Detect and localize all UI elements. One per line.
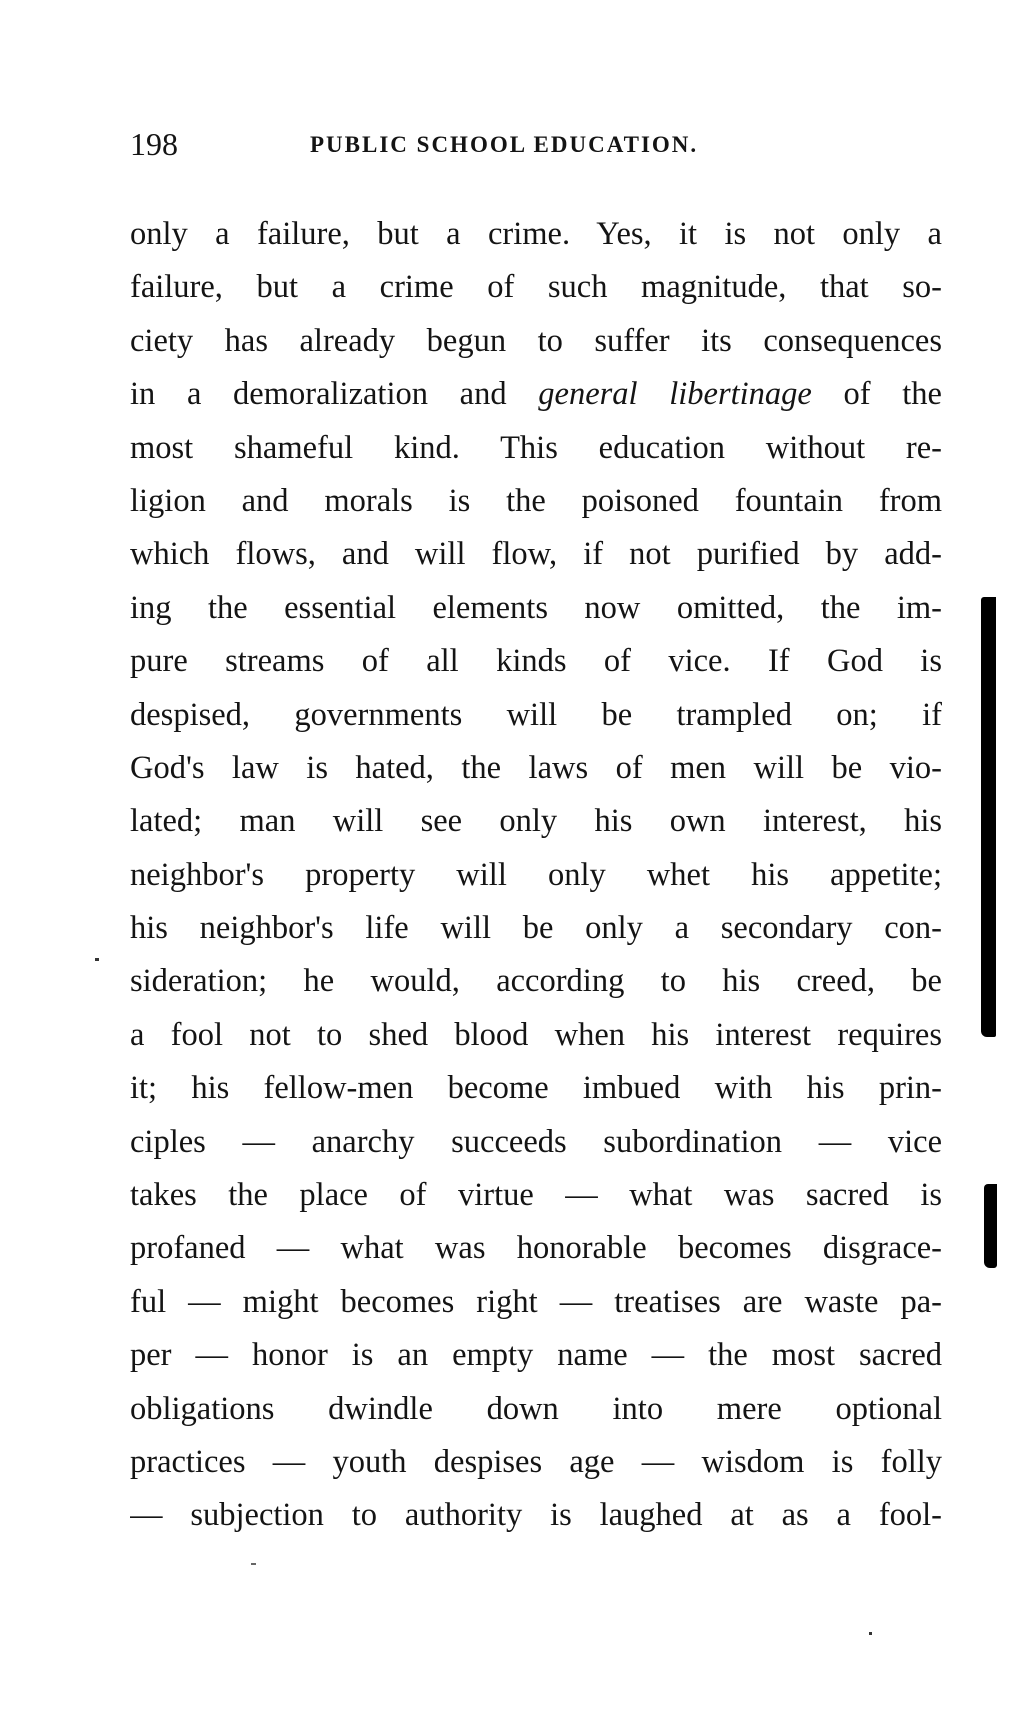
text-line: neighbor's property will only whet his appetite; [130, 856, 942, 893]
text-line: obligations dwindle down into mere optional [130, 1390, 942, 1427]
text-line: despised, governments will be trampled on; if [130, 696, 942, 733]
scan-margin-mark [981, 597, 996, 1037]
text-line: profaned — what was honorable becomes disgrace- [130, 1230, 942, 1267]
text-line [130, 368, 942, 421]
scan-speck [869, 1632, 872, 1635]
text-line: ful — might becomes right — treatises are waste pa- [130, 1283, 942, 1320]
text-line: ciety has already begun to suffer its consequences [130, 322, 942, 359]
text-line: ing the essential elements now omitted, the im- [130, 589, 942, 626]
text-line: God's law is hated, the laws of men will be vio- [130, 749, 942, 786]
text-line: per — honor is an empty name — the most sacred [130, 1337, 942, 1374]
text-line: most shameful kind. This education without re- [130, 429, 942, 466]
text-line: a fool not to shed blood when his interest requires [130, 1016, 942, 1053]
running-head: PUBLIC SCHOOL EDUCATION. [310, 132, 699, 157]
text-line: takes the place of virtue — what was sacred is [130, 1177, 942, 1214]
text-line: only a failure, but a crime. Yes, it is not only a [130, 216, 942, 252]
page-number: 198 [130, 126, 178, 162]
text-segment: in a demoralization and [130, 376, 539, 413]
scan-speck [251, 1563, 256, 1565]
text-line: ligion and morals is the poisoned fountain from [130, 482, 942, 519]
text-line: his neighbor's life will be only a secondary con- [130, 910, 942, 947]
text-line: failure, but a crime of such magnitude, that so- [130, 269, 942, 306]
text-line: ciples — anarchy succeeds subordination — vice [130, 1123, 942, 1160]
scan-margin-mark [984, 1184, 997, 1268]
text-line: — subjection to authority is laughed at as a fool- [130, 1497, 942, 1534]
italic-phrase: general libertinage [538, 376, 812, 413]
text-line: it; his fellow-men become imbued with his prin- [130, 1070, 942, 1107]
text-line: which flows, and will flow, if not purified by add- [130, 536, 942, 573]
text-line: pure streams of all kinds of vice. If God is [130, 643, 942, 680]
text-line: practices — youth despises age — wisdom is folly [130, 1443, 942, 1480]
scan-speck [95, 958, 99, 961]
text-segment: of the [811, 376, 942, 413]
body-text [130, 208, 942, 1543]
text-line: sideration; he would, according to his creed, be [130, 963, 942, 1000]
text-line: lated; man will see only his own interest, his [130, 803, 942, 840]
page-header [130, 124, 950, 164]
